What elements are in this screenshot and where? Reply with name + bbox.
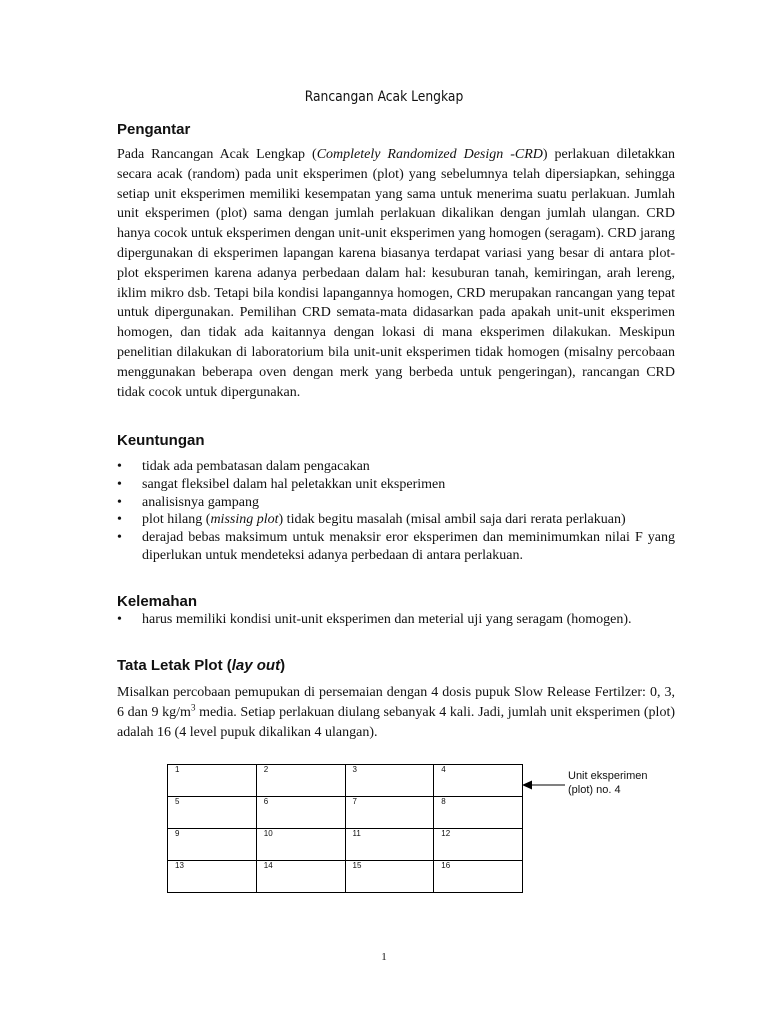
list-item [117,458,675,476]
plot-cell: 6 [256,797,345,829]
heading-pengantar: Pengantar [117,121,191,138]
list-item [117,494,675,512]
tata-letak-text-2: media. Setiap perlakuan diulang sebanyak 4 kali. Jadi, jumlah unit eksperimen (plot) adalah 16 (4 level pupuk dikalikan 4 ulangan). [117,704,675,740]
grid-row [168,861,523,893]
keuntungan-list [117,458,675,565]
heading-keuntungan: Keuntungan [117,432,205,449]
paragraph-pengantar [117,145,675,402]
paragraph-tata-letak [117,683,675,742]
plot-cell: 11 [345,829,434,861]
pengantar-italic: Completely Randomized Design -CRD [316,147,543,162]
tata-letak-text-1: Misalkan percobaan pemupukan di persemaian dengan 4 dosis pupuk Slow Release Fertilzer: 0, 3, 6 dan 9 kg/m [117,685,675,720]
heading-italic: lay out [231,657,281,674]
plot-cell: 10 [256,829,345,861]
plot-callout [568,770,647,797]
list-item-text: tidak ada pembatasan dalam pengacakan [142,459,370,474]
list-item [117,529,675,565]
plot-cell: 15 [345,861,434,893]
list-item-italic: missing plot [210,512,279,528]
grid-row [168,765,523,797]
arrow-left-icon [522,779,566,791]
plot-cell: 3 [345,765,434,797]
pengantar-text-2: ) perlakuan diletakkan secara acak (random) pada unit eksperimen (plot) yang sebelumnya telah dipersiapkan, sehingga setiap unit eksperimen memiliki kesempatan yang sama untuk menerima suatu perlakuan. Jumlah unit eksperimen (plot) sama dengan jumlah perlakuan dikalikan dengan jumlah ulangan. CRD hanya cocok untuk eksperimen dengan unit-unit eksperimen yang homogen (seragam). CRD jarang dipergunakan di eksperimen lapangan karena biasanya terdapat variasi yang besar di antara plot-plot eksperimen karena adanya perbedaan dalam hal: kesuburan tanah, kemiringan, arah lereng, iklim mikro dsb. Tetapi bila kondisi lapangannya homogen, CRD merupakan rancangan yang tepat untuk dipergunakan. Pemilihan CRD semata-mata didasarkan pada apakah unit-unit eksperimen homogen, dan tidak ada kaitannya dengan lokasi di mana eksperimen dilakukan. Meskipun penelitian dilakukan di laboratorium bila unit-unit eksperimen tidak homogen (misalny percobaan menggunakan beberapa oven dengan merk yang berbeda untuk pengeringan), rancangan CRD tidak cocok untuk dipergunakan. [117,147,675,400]
plot-cell: 2 [256,765,345,797]
page-number: 1 [381,951,387,963]
heading-text: Tata Letak Plot ( [117,657,232,674]
plot-cell: 5 [168,797,257,829]
heading-tata-letak [117,657,285,674]
grid-row [168,797,523,829]
list-item-text: derajad bebas maksimum untuk menaksir eror eksperimen dan meminimumkan nilai F yang diperlukan untuk mendeteksi adanya perbedaan di antara perlakuan. [142,530,675,563]
heading-kelemahan: Kelemahan [117,593,198,610]
list-item-text: ) tidak begitu masalah (misal ambil saja dari rerata perlakuan) [278,512,626,528]
plot-cell: 9 [168,829,257,861]
plot-layout-grid [167,764,523,893]
list-item-text: harus memiliki kondisi unit-unit eksperimen dan meterial uji yang seragam (homogen). [142,612,632,627]
list-item [117,476,675,494]
list-item [117,511,675,529]
plot-cell: 4 [434,765,523,797]
grid-row [168,829,523,861]
plot-cell: 14 [256,861,345,893]
list-item-text: plot hilang ( [142,512,211,528]
callout-line: Unit eksperimen [568,770,648,782]
list-item-text: analisisnya gampang [142,494,260,510]
plot-cell: 16 [434,861,523,893]
plot-cell: 13 [168,861,257,893]
plot-cell: 7 [345,797,434,829]
plot-cell: 1 [168,765,257,797]
callout-line: (plot) no. 4 [568,783,621,796]
document-title: Rancangan Acak Lengkap [304,89,464,105]
pengantar-text-1: Pada Rancangan Acak Lengkap ( [117,147,317,162]
list-item [117,611,675,629]
list-item-text: sangat fleksibel dalam hal peletakkan unit eksperimen [142,476,446,492]
superscript: 3 [190,702,196,713]
kelemahan-list [117,611,675,629]
plot-cell: 8 [434,797,523,829]
plot-cell: 12 [434,829,523,861]
heading-text: ) [280,657,286,674]
